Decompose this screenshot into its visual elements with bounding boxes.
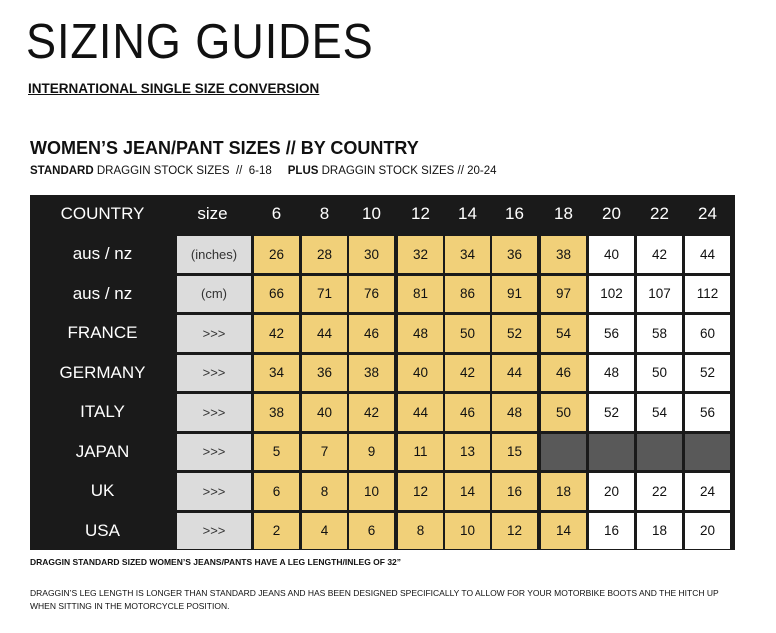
size-value-cell: 20 (589, 473, 634, 510)
size-value-cell: 32 (398, 236, 443, 273)
size-column-header: 22 (650, 204, 669, 223)
size-value-cell: 44 (398, 394, 443, 431)
size-value-cell: 86 (445, 276, 490, 313)
size-value-cell: 38 (541, 236, 586, 273)
row-country-label: aus / nz (72, 283, 133, 303)
unavailable-size-cell (541, 434, 586, 471)
row-country-label: aus / nz (72, 244, 133, 264)
size-value-cell: 13 (445, 434, 490, 471)
row-unit-cell: (cm) (177, 276, 251, 313)
size-value-cell: 42 (254, 315, 299, 352)
size-value-cell: 34 (445, 236, 490, 273)
size-value-cell: 26 (254, 236, 299, 273)
row-unit-cell: >>> (177, 513, 251, 550)
size-value-cell: 91 (492, 276, 537, 313)
size-column-header: 12 (411, 204, 430, 223)
size-value-cell: 46 (541, 355, 586, 392)
size-value-cell: 8 (302, 473, 347, 510)
size-value-cell: 6 (254, 473, 299, 510)
size-value-cell: 14 (541, 513, 586, 550)
size-value-cell: 42 (349, 394, 394, 431)
size-value-cell: 54 (541, 315, 586, 352)
row-country-label: USA (85, 520, 120, 540)
size-column-header: 18 (554, 204, 573, 223)
size-column-header: 16 (505, 204, 524, 223)
size-value-cell: 76 (349, 276, 394, 313)
size-value-cell: 48 (398, 315, 443, 352)
size-value-cell: 44 (302, 315, 347, 352)
size-value-cell: 22 (637, 473, 682, 510)
size-value-cell: 56 (685, 394, 730, 431)
size-value-cell: 42 (445, 355, 490, 392)
size-value-cell: 60 (685, 315, 730, 352)
size-column-header: 20 (602, 204, 621, 223)
size-value-cell: 9 (349, 434, 394, 471)
size-value-cell: 7 (302, 434, 347, 471)
row-unit-cell: >>> (177, 355, 251, 392)
size-value-cell: 71 (302, 276, 347, 313)
section-title: WOMEN’S JEAN/PANT SIZES // BY COUNTRY (30, 138, 419, 158)
size-value-cell: 36 (492, 236, 537, 273)
country-header: COUNTRY (60, 204, 145, 223)
row-country-label: FRANCE (67, 323, 138, 343)
size-value-cell: 102 (589, 276, 634, 313)
size-conversion-table (30, 195, 735, 550)
size-value-cell: 50 (541, 394, 586, 431)
size-value-cell: 56 (589, 315, 634, 352)
size-value-cell: 8 (398, 513, 443, 550)
size-column-header: 14 (458, 204, 477, 223)
row-country-label: GERMANY (59, 362, 146, 382)
size-value-cell: 2 (254, 513, 299, 550)
row-unit-cell: >>> (177, 315, 251, 352)
unavailable-size-cell (637, 434, 682, 471)
size-value-cell: 10 (349, 473, 394, 510)
size-value-cell: 112 (685, 276, 730, 313)
size-value-cell: 16 (492, 473, 537, 510)
unavailable-size-cell (589, 434, 634, 471)
row-unit-cell: >>> (177, 434, 251, 471)
unavailable-size-cell (685, 434, 730, 471)
size-value-cell: 38 (254, 394, 299, 431)
size-value-cell: 44 (685, 236, 730, 273)
size-value-cell: 38 (349, 355, 394, 392)
standard-range: DRAGGIN STOCK SIZES // 6-18 (93, 165, 272, 177)
size-value-cell: 14 (445, 473, 490, 510)
plus-label: PLUS (287, 165, 319, 177)
size-value-cell: 10 (445, 513, 490, 550)
size-column-header: 6 (271, 204, 282, 223)
size-value-cell: 58 (637, 315, 682, 352)
size-value-cell: 46 (445, 394, 490, 431)
standard-label: STANDARD (30, 165, 94, 177)
size-value-cell: 97 (541, 276, 586, 313)
size-column-header: 8 (319, 204, 330, 223)
row-country-label: ITALY (80, 402, 125, 422)
size-value-cell: 48 (589, 355, 634, 392)
size-value-cell: 15 (492, 434, 537, 471)
leg-length-note: DRAGGIN STANDARD SIZED WOMEN’S JEANS/PANTS HAVE A LEG LENGTH/INLEG OF 32” (30, 557, 402, 567)
size-value-cell: 40 (398, 355, 443, 392)
row-unit-cell: (inches) (177, 236, 251, 273)
row-unit-cell: >>> (177, 394, 251, 431)
conversion-subtitle: INTERNATIONAL SINGLE SIZE CONVERSION (28, 81, 320, 96)
size-value-cell: 107 (637, 276, 682, 313)
size-value-cell: 30 (349, 236, 394, 273)
size-value-cell: 12 (398, 473, 443, 510)
size-value-cell: 42 (637, 236, 682, 273)
size-value-cell: 46 (349, 315, 394, 352)
size-value-cell: 50 (637, 355, 682, 392)
size-value-cell: 6 (349, 513, 394, 550)
row-country-label: JAPAN (75, 441, 130, 461)
size-value-cell: 48 (492, 394, 537, 431)
size-value-cell: 28 (302, 236, 347, 273)
size-value-cell: 5 (254, 434, 299, 471)
page-title: SIZING GUIDES (26, 15, 374, 69)
size-value-cell: 40 (589, 236, 634, 273)
size-value-cell: 54 (637, 394, 682, 431)
size-column-header: 10 (362, 204, 381, 223)
leg-length-description: DRAGGIN’S LEG LENGTH IS LONGER THAN STANDARD JEANS AND HAS BEEN DESIGNED SPECIFICALLY TO ALLOW FOR YOUR MOTORBIKE BOOTS AND THE HITCH UP WHEN SITTING IN THE MOTORCYCLE POSITION. (30, 588, 719, 611)
size-value-cell: 52 (589, 394, 634, 431)
size-value-cell: 18 (541, 473, 586, 510)
size-value-cell: 50 (445, 315, 490, 352)
size-column-header: 24 (698, 204, 717, 223)
size-value-cell: 81 (398, 276, 443, 313)
size-value-cell: 16 (589, 513, 634, 550)
size-value-cell: 4 (302, 513, 347, 550)
size-value-cell: 11 (398, 434, 443, 471)
size-value-cell: 40 (302, 394, 347, 431)
size-value-cell: 52 (685, 355, 730, 392)
row-country-label: UK (90, 481, 115, 501)
size-value-cell: 18 (637, 513, 682, 550)
size-value-cell: 34 (254, 355, 299, 392)
size-value-cell: 44 (492, 355, 537, 392)
stock-sizes-line (30, 164, 497, 178)
size-value-cell: 66 (254, 276, 299, 313)
size-value-cell: 52 (492, 315, 537, 352)
row-unit-cell: >>> (177, 473, 251, 510)
size-value-cell: 20 (685, 513, 730, 550)
size-value-cell: 12 (492, 513, 537, 550)
size-header: size (197, 204, 228, 223)
size-value-cell: 24 (685, 473, 730, 510)
size-value-cell: 36 (302, 355, 347, 392)
plus-range: DRAGGIN STOCK SIZES // 20-24 (318, 165, 497, 177)
